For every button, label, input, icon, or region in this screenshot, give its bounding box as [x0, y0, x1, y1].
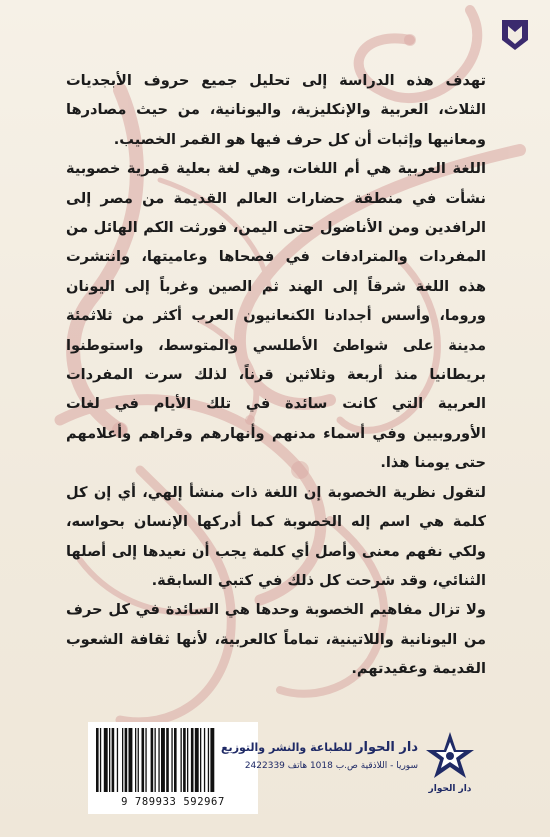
paragraph-4: ولا تزال مفاهيم الخصوبة وحدها هي السائدة في كل حرف من اليونانية واللاتينية، تماماً كالعربية، لأنها ثقافة الشعوب القديمة وعقيدتهم.	[66, 601, 486, 678]
barcode-bar	[117, 728, 118, 792]
barcode-bar	[100, 728, 101, 792]
barcode-bar	[161, 728, 165, 792]
paragraph-1: تهدف هذه الدراسة إلى تحليل جميع حروف الأبجديات الثلاث، العربية والإنكليزية، واليونانية، من حيث مصادرها ومعانيها وإثبات أن كل حرف فيها هو القمر الخصيب.	[66, 72, 486, 148]
barcode-bar	[181, 728, 182, 792]
barcode-bar	[204, 728, 205, 792]
barcode-bar	[142, 728, 145, 792]
barcode-bar	[104, 728, 108, 792]
barcode-bar	[122, 728, 123, 792]
publisher-logo-text: دار الحوار	[428, 784, 472, 794]
barcode-bar	[135, 728, 136, 792]
barcode-bar	[109, 728, 110, 792]
publisher-info	[221, 740, 418, 771]
barcode-bar	[125, 728, 128, 792]
barcode-bar	[166, 728, 169, 792]
publisher-name: دار الحوار	[356, 740, 418, 755]
back-cover-text	[66, 66, 486, 684]
barcode-bar	[158, 728, 159, 792]
barcode-bar	[191, 728, 194, 792]
paragraph-3: لتقول نظرية الخصوبة إن اللغة ذات منشأ إلهي، أي إن كل كلمة هي اسم إله الخصوبة كما أدركها الإنسان بحواسه، ولكي نفهم معنى وأصل أي كلمة يجب أن نعيدها إلى أصلها الثنائي، وقد شرحت كل ذلك في كتبي السابقة.	[66, 483, 486, 589]
barcode-bar	[210, 728, 214, 792]
barcode-bars	[88, 722, 258, 794]
paragraph-2: اللغة العربية هي أم اللغات، وهي لغة بعلية قمرية خصوبية نشأت في منطقة حضارات العالم القديمة من مصر إلى الرافدين ومن الأناضول حتى اليمن، فورثت الكم الهائل من المفردات والمترادفات في فصحاها وعاميتها، وانتشرت هذه اللغة شرقاً إلى الهند ثم الصين وغرباً إلى اليونان وروما، وأسس أجدادنا الكنعانيون العرب أكثر من ثلاثمئة مدينة على شواطئ الأطلسي والمتوسط، واستوطنوا بريطانيا منذ أربعة وثلاثين قرناً، لذلك سرت المفردات العربية التي كانت سائدة في تلك الأيام في لغات الأوروبيين وفي أسماء مدنهم وأنهارهم وقراهم وأعلامهم حتى يومنا هذا.	[66, 160, 486, 472]
barcode-bar	[155, 728, 156, 792]
barcode-bar	[129, 728, 133, 792]
barcode-bar	[145, 728, 146, 792]
isbn-barcode	[88, 722, 258, 814]
barcode-bar	[200, 728, 201, 792]
barcode-bar	[174, 728, 177, 792]
publisher-title-line	[221, 740, 418, 755]
barcode-bar	[112, 728, 115, 792]
barcode-bar	[138, 728, 139, 792]
barcode-bar	[151, 728, 154, 792]
bookmark-shield-icon	[500, 18, 530, 52]
barcode-bar	[195, 728, 199, 792]
publisher-tagline: للطباعة والنشر والتوزيع	[221, 741, 353, 754]
isbn-number: 9 789933 592967	[121, 796, 225, 808]
barcode-bar	[171, 728, 172, 792]
publisher-address: سوريا - اللاذقية ص.ب 1018 هاتف 2422339	[244, 761, 418, 771]
footer	[88, 722, 488, 812]
barcode-bar	[208, 728, 209, 792]
barcode-bar	[96, 728, 99, 792]
barcode-bar	[187, 728, 188, 792]
barcode-bar	[183, 728, 186, 792]
